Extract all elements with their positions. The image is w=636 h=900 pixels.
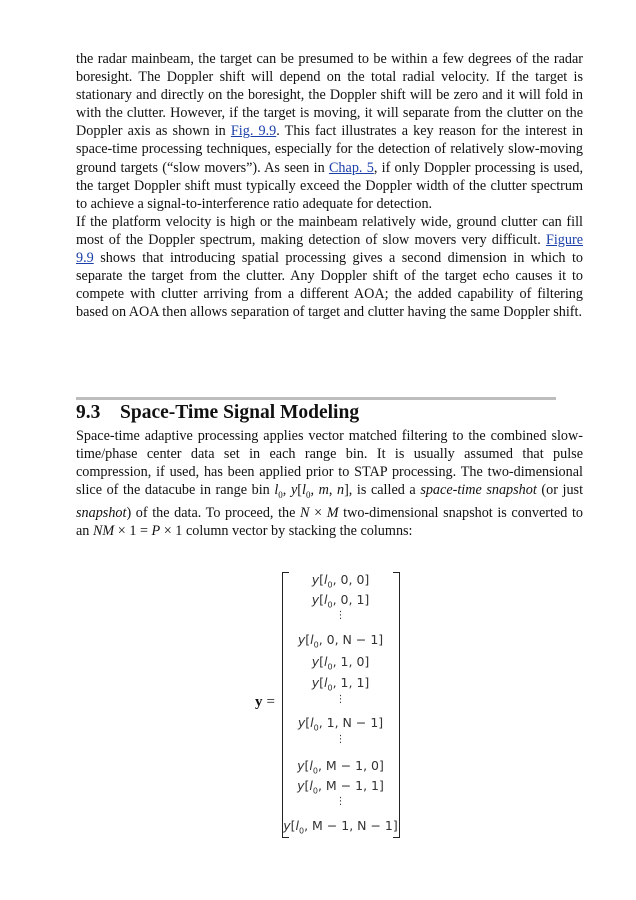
vector-entry: $y[l_0$, M − 1, 0]	[297, 758, 384, 776]
link-fig-9-9[interactable]: Fig. 9.9	[230, 123, 277, 140]
link-figure-9-9[interactable]: Figure 9.9	[76, 231, 583, 267]
vector-entry: $y[l_0$, 1, 1]	[311, 675, 370, 693]
section-title: Space-Time Signal Modeling	[120, 402, 360, 423]
section-heading	[76, 402, 359, 424]
vertical-ellipsis: ⋮	[335, 796, 346, 807]
vector-entry: $y[l_0$, 0, N − 1]	[297, 632, 384, 650]
vector-entry: $y[l_0$, 0, 1]	[311, 592, 370, 610]
section-divider	[76, 397, 556, 400]
section-number: 9.3	[76, 402, 101, 423]
paragraph-2: If the platform velocity is high or the mainbeam relatively wide, ground clutter can fill most of the Doppler spectrum, making detection of slow movers very difficult. Figure 9.9 shows that introducing spatial processing gives a second dimension in which to separate the target from the clutter. Any Doppler shift of the target echo causes it to compete with clutter arriving from a different AOA; the added capability of filtering based on AOA then allows separation of target and clutter having the same Doppler shift.	[76, 213, 583, 321]
paragraph-1: the radar mainbeam, the target can be presumed to be within a few degrees of the radar boresight. The Doppler shift will depend on the total radial velocity. If the target is stationary and directly on the boresight, the Doppler shift will be zero and it will fold in with the clutter. However, if the target is moving, it will separate from the clutter on the Doppler axis as shown in Fig. 9.9. This fact illustrates a key reason for the interest in space-time processing techniques, especially for the detection of relatively slow-moving ground targets (“slow movers”). As seen in Chap. 5, if only Doppler processing is used, the target Doppler shift must typically exceed the Doppler width of the clutter spectrum to achieve a signal-to-interference ratio adequate for detection.	[76, 51, 584, 212]
vertical-ellipsis: ⋮	[335, 734, 346, 745]
body-text-top	[76, 50, 583, 321]
vector-entry: $y[l_0$, M − 1, N − 1]	[283, 818, 398, 836]
vertical-ellipsis: ⋮	[335, 610, 346, 621]
vertical-ellipsis: ⋮	[335, 694, 346, 705]
vector-entry: $y[l_0$, M − 1, 1]	[297, 778, 384, 796]
left-bracket	[282, 572, 289, 838]
right-bracket	[393, 572, 400, 838]
vector-entry: $y[l_0$, 0, 0]	[311, 572, 370, 590]
link-chap-5[interactable]: Chap. 5	[328, 159, 374, 176]
body-text-section	[76, 427, 583, 540]
equation-lhs: y =	[255, 694, 275, 710]
paragraph-3: Space-time adaptive processing applies vector matched filtering to the combined slow-time/phase center data set in each range bin. It is usually assumed that pulse compression, if used, has been applied prior to STAP processing. The two-dimensional slice of the datacube in range bin $l_0$, $y[l_0$, m, n], is called a space-time snapshot (or just snapshot) of the data. To proceed, the N × M two-dimensional snapshot is converted to an NM × 1 = P × 1 column vector by stacking the columns:	[76, 428, 584, 540]
vector-entry: $y[l_0$, 1, 0]	[311, 654, 370, 672]
vector-entry: $y[l_0$, 1, N − 1]	[297, 715, 384, 733]
